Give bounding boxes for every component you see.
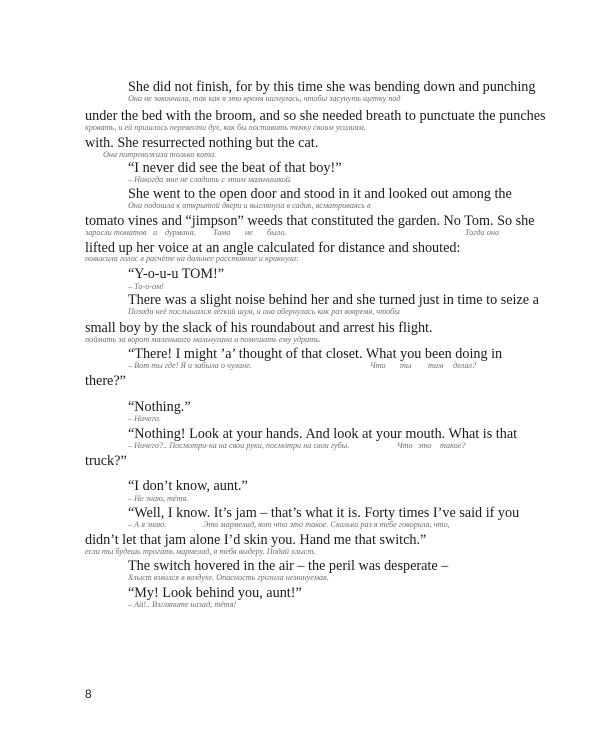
translation-line xyxy=(85,228,515,238)
translation-line: кровать, и ей пришлось перевести дух, как бы поставить точку своим усилиям. xyxy=(85,123,366,132)
text-line: “Nothing.” xyxy=(128,399,191,415)
translation-line: Она потревожила только кота. xyxy=(103,150,217,159)
translation-word: там xyxy=(428,361,444,370)
translation-line: – Никогда мне не сладить с этим мальчишкой. xyxy=(128,175,292,184)
text-line: didn’t let that jam alone I’d skin you. Hand me that switch.” xyxy=(85,532,427,548)
text-line: small boy by the slack of his roundabout and arrest his flight. xyxy=(85,320,433,336)
translation-word: – Ничего?.. Посмотри-ка на свои руки, посмотри на свои губы. xyxy=(128,441,350,450)
text-line: tomato vines and “jimpson” weeds that constituted the garden. No Tom. So she xyxy=(85,213,535,229)
text-line: “Y-o-u-u TOM!” xyxy=(128,266,225,282)
text-line: “There! I might ’a’ thought of that closet. What you been doing in xyxy=(128,346,503,362)
translation-word: заросли томатов xyxy=(85,228,147,237)
translation-word: делал? xyxy=(453,361,477,370)
translation-word: такое? xyxy=(440,441,466,450)
translation-line: если ты будешь трогать мармелад, я тебя выдеру. Подай хлыст. xyxy=(85,547,316,556)
translation-line: повысила голос в расчёте на дальнее расстояние и крикнула: xyxy=(85,254,299,263)
translation-word: Что xyxy=(397,441,413,450)
translation-word: – А я знаю. xyxy=(128,520,167,529)
translation-line: поймать за ворот маленького мальчугана и помешать ему удрать. xyxy=(85,335,321,344)
translation-line: Позади неё послышался лёгкий шум, и она обернулась как раз вовремя, чтобы xyxy=(128,307,400,316)
translation-line xyxy=(128,361,488,371)
text-line: She went to the open door and stood in it and looked out among the xyxy=(128,186,512,202)
text-line: She did not finish, for by this time she was bending down and punching xyxy=(128,79,536,95)
translation-line xyxy=(128,441,488,451)
text-line: “I never did see the beat of that boy!” xyxy=(128,160,342,176)
text-line: there?” xyxy=(85,373,126,389)
text-line: lifted up her voice at an angle calculated for distance and shouted: xyxy=(85,240,461,256)
translation-line: – Ай!.. Взгляните назад, тётя! xyxy=(128,600,237,609)
translation-word: Тогда она xyxy=(465,228,500,237)
translation-line: – Не знаю, тётя. xyxy=(128,494,189,503)
translation-word: Тома xyxy=(213,228,231,237)
text-line: The switch hovered in the air – the peril was desperate – xyxy=(128,558,449,574)
translation-word: это xyxy=(418,441,432,450)
text-line: “My! Look behind you, aunt!” xyxy=(128,585,302,601)
text-line: with. She resurrected nothing but the cat. xyxy=(85,135,319,151)
translation-line: Она подошла к открытой двери и выглянула в садик, всматриваясь в xyxy=(128,201,371,210)
text-line: “I don’t know, aunt.” xyxy=(128,478,248,494)
text-line: There was a slight noise behind her and she turned just in time to seize a xyxy=(128,292,539,308)
translation-line: – Ничего. xyxy=(128,414,162,423)
translation-word: Что xyxy=(370,361,386,370)
translation-word: было. xyxy=(267,228,287,237)
translation-word: – Вот ты где! Я и забыла о чулане. xyxy=(128,361,252,370)
translation-word: и xyxy=(153,228,158,237)
text-line: “Nothing! Look at your hands. And look at your mouth. What is that xyxy=(128,426,518,442)
translation-line: Хлыст взвился в воздухе. Опасность грозила неминуемая. xyxy=(128,573,329,582)
translation-word: дурмана. xyxy=(165,228,196,237)
translation-word: ты xyxy=(400,361,412,370)
translation-word: не xyxy=(245,228,253,237)
text-line: “Well, I know. It’s jam – that’s what it is. Forty times I’ve said if you xyxy=(128,505,520,521)
text-line: under the bed with the broom, and so she needed breath to punctuate the punches xyxy=(85,108,546,124)
page-number: 8 xyxy=(85,687,92,701)
translation-word: Это мармелад, вот что это такое. Сколько раз я тебе говорила, что, xyxy=(203,520,450,529)
text-line: truck?” xyxy=(85,453,127,469)
translation-line: – То-о-ом! xyxy=(128,282,164,291)
translation-line xyxy=(128,520,498,530)
translation-line: Она не закончила, так как в это время нагнулась, чтобы засунуть щетку под xyxy=(128,94,401,103)
